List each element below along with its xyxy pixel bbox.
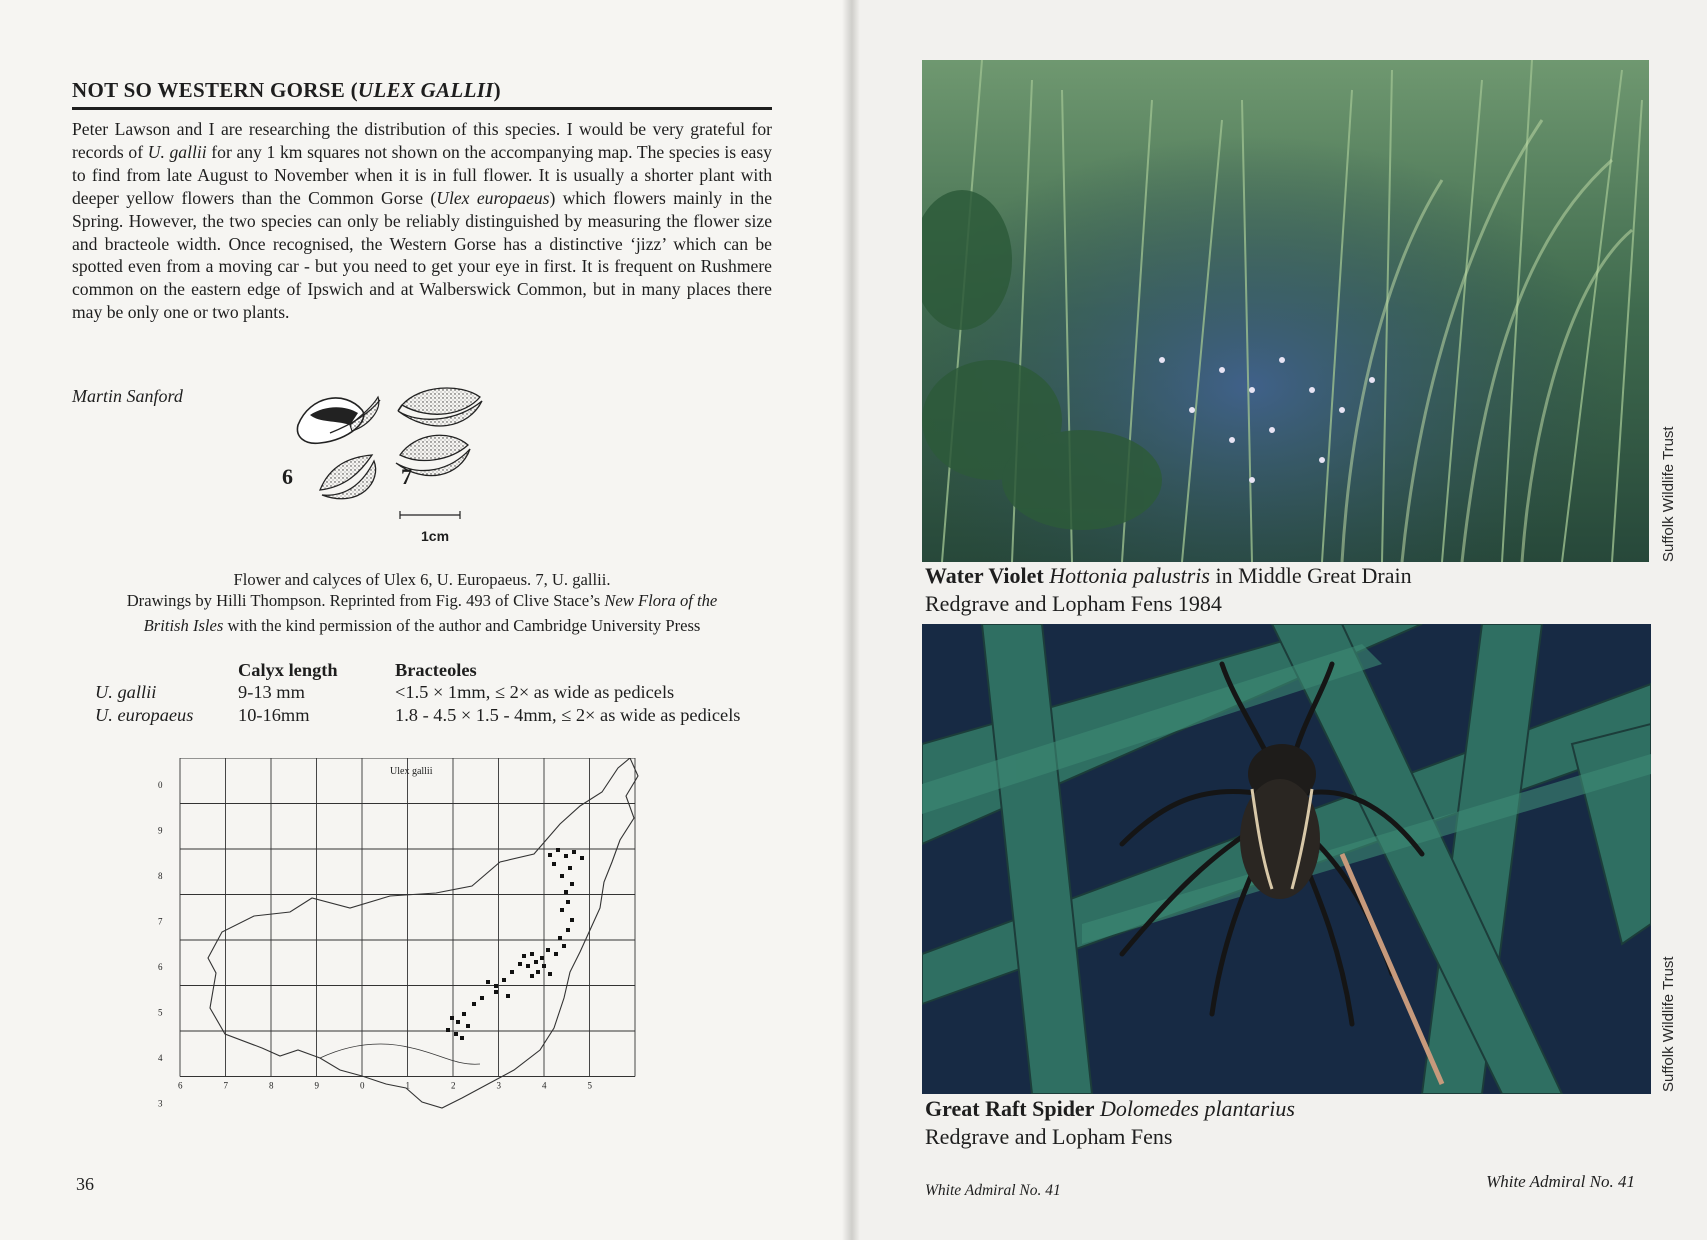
caption-book-title: New Flora of the <box>604 591 718 610</box>
record-dot <box>530 952 534 956</box>
body-species-name: U. gallii <box>147 141 207 162</box>
caption-book-title-end: British Isles <box>143 616 224 635</box>
header-bracteoles: Bracteoles <box>395 660 477 680</box>
record-dot <box>566 900 570 904</box>
map-x-label: 8 <box>269 1080 274 1091</box>
photo-credit-2: Suffolk Wildlife Trust <box>1660 956 1677 1092</box>
magazine-footer-right: White Admiral No. 41 <box>925 1182 1061 1199</box>
calyx-length-value: 9-13 mm <box>238 682 305 702</box>
caption-scientific-name: Hottonia palustris <box>1049 563 1210 588</box>
bracteoles-value: 1.8 - 4.5 × 1.5 - 4mm, ≤ 2× as wide as pedicels <box>395 705 741 725</box>
page-number: 36 <box>76 1174 94 1194</box>
calyx-length-value: 10-16mm <box>238 705 310 725</box>
body-text-run: ) which flowers mainly in the Spring. However, the two species can only be reliably distinguished by measuring the flower size and bracteole width. Once recognised, the Western Gorse has a distinctive ‘jizz’ which can be spotted even from a moving car - but you need to get your eye in first. It is frequent on Rushmere common on the eastern edge of Ipswich and at Walberswick Common, but in many places there may be only one or two plants. <box>72 187 772 323</box>
record-dot <box>494 984 498 988</box>
map-x-label: 6 <box>178 1080 183 1091</box>
record-dot <box>542 964 546 968</box>
record-dot <box>564 890 568 894</box>
caption-site: Redgrave and Lopham Fens 1984 <box>925 591 1222 616</box>
map-x-label: 0 <box>360 1080 365 1091</box>
caption-permission-text: with the kind permission of the author and Cambridge University Press <box>223 616 701 635</box>
map-x-label: 2 <box>451 1080 456 1091</box>
map-y-label: 6 <box>158 962 163 972</box>
caption-site: Redgrave and Lopham Fens <box>925 1124 1173 1149</box>
record-dot <box>462 1012 466 1016</box>
map-y-label: 4 <box>158 1053 163 1063</box>
record-dot <box>526 964 530 968</box>
record-dot <box>540 956 544 960</box>
record-dot <box>570 918 574 922</box>
map-y-label: 8 <box>158 871 163 881</box>
water-violet-photo <box>922 60 1649 562</box>
record-dot <box>530 974 534 978</box>
figure-label-7: 7 <box>401 464 412 489</box>
record-dot <box>564 854 568 858</box>
record-dot <box>472 1002 476 1006</box>
record-dot <box>568 866 572 870</box>
header-calyx-length: Calyx length <box>238 660 338 680</box>
record-dot <box>560 908 564 912</box>
bracteoles-value: <1.5 × 1mm, ≤ 2× as wide as pedicels <box>395 682 675 702</box>
body-species-name: Ulex europaeus <box>436 187 550 208</box>
record-dot <box>570 882 574 886</box>
river-outline <box>320 1044 480 1064</box>
photo-caption-2 <box>925 1095 1295 1151</box>
record-dot <box>480 996 484 1000</box>
record-dot <box>456 1020 460 1024</box>
title-species: ULEX GALLII <box>357 78 494 102</box>
caption-scientific-name: Dolomedes plantarius <box>1099 1096 1295 1121</box>
caption-credit-text: Drawings by Hilli Thompson. Reprinted from Fig. 493 of Clive Stace’s <box>126 591 605 610</box>
record-dot <box>562 944 566 948</box>
map-x-label: 1 <box>405 1080 410 1091</box>
record-dot <box>510 970 514 974</box>
record-dot <box>506 994 510 998</box>
record-dot <box>466 1024 470 1028</box>
map-x-label: 3 <box>496 1080 501 1091</box>
record-dot <box>554 952 558 956</box>
title-end: ) <box>493 78 501 102</box>
article-body <box>72 118 772 324</box>
figure-caption-line1: Flower and calyces of Ulex 6, U. Europaeus. 7, U. gallii. <box>233 570 611 589</box>
article-title <box>72 78 772 110</box>
record-dot <box>494 990 498 994</box>
photo-caption-1 <box>925 562 1412 618</box>
record-dot <box>558 936 562 940</box>
map-x-label: 4 <box>542 1080 547 1091</box>
map-y-label: 9 <box>158 825 163 836</box>
record-dot <box>548 853 552 857</box>
record-dot <box>566 928 570 932</box>
scale-label: 1cm <box>421 528 450 544</box>
raft-spider-photo <box>922 624 1651 1094</box>
figure-caption-line3 <box>72 616 772 636</box>
record-dot <box>546 948 550 952</box>
map-y-label: 7 <box>158 916 163 927</box>
record-dot <box>556 848 560 852</box>
record-dot <box>580 856 584 860</box>
caption-common-name: Water Violet <box>925 563 1044 588</box>
record-dot <box>502 978 506 982</box>
figure-label-6: 6 <box>282 464 293 489</box>
map-y-label: 0 <box>158 780 163 790</box>
map-x-label: 7 <box>223 1080 228 1091</box>
photo-credit-1: Suffolk Wildlife Trust <box>1660 426 1677 562</box>
map-y-label: 5 <box>158 1007 163 1018</box>
record-dot <box>560 874 564 878</box>
species-name: U. europaeus <box>95 705 194 725</box>
body-text-run: Peter Lawson and I are researching the distribution of this species. I would be very grateful for records of <box>72 119 772 162</box>
record-dot <box>572 850 576 854</box>
record-dot <box>518 962 522 966</box>
figure-caption-line2 <box>72 591 772 611</box>
title-main: NOT SO WESTERN GORSE ( <box>72 78 358 102</box>
caption-common-name: Great Raft Spider <box>925 1096 1095 1121</box>
record-dot <box>552 862 556 866</box>
book-gutter <box>842 0 860 1240</box>
record-dot <box>446 1028 450 1032</box>
record-dot <box>460 1036 464 1040</box>
record-dot <box>534 960 538 964</box>
record-dot <box>548 972 552 976</box>
record-dot <box>522 954 526 958</box>
author-name: Martin Sanford <box>72 386 183 406</box>
distribution-map <box>150 758 680 1168</box>
map-x-label: 9 <box>314 1080 319 1091</box>
species-name: U. gallii <box>95 682 157 702</box>
magazine-footer-left: White Admiral No. 41 <box>1486 1172 1635 1191</box>
record-dot <box>536 970 540 974</box>
map-title: Ulex gallii <box>390 766 433 777</box>
map-y-label: 3 <box>158 1098 163 1109</box>
record-dot <box>450 1016 454 1020</box>
caption-location: in Middle Great Drain <box>1209 563 1412 588</box>
body-text-run: for any 1 km squares not shown on the accompanying map. The species is easy to find from late August to November when it is in full flower. It is usually a shorter plant with deeper yellow flowers than the Common Gorse ( <box>72 141 772 208</box>
map-x-label: 5 <box>587 1080 592 1091</box>
record-dot <box>454 1032 458 1036</box>
record-dot <box>486 980 490 984</box>
county-outline <box>208 758 638 1108</box>
